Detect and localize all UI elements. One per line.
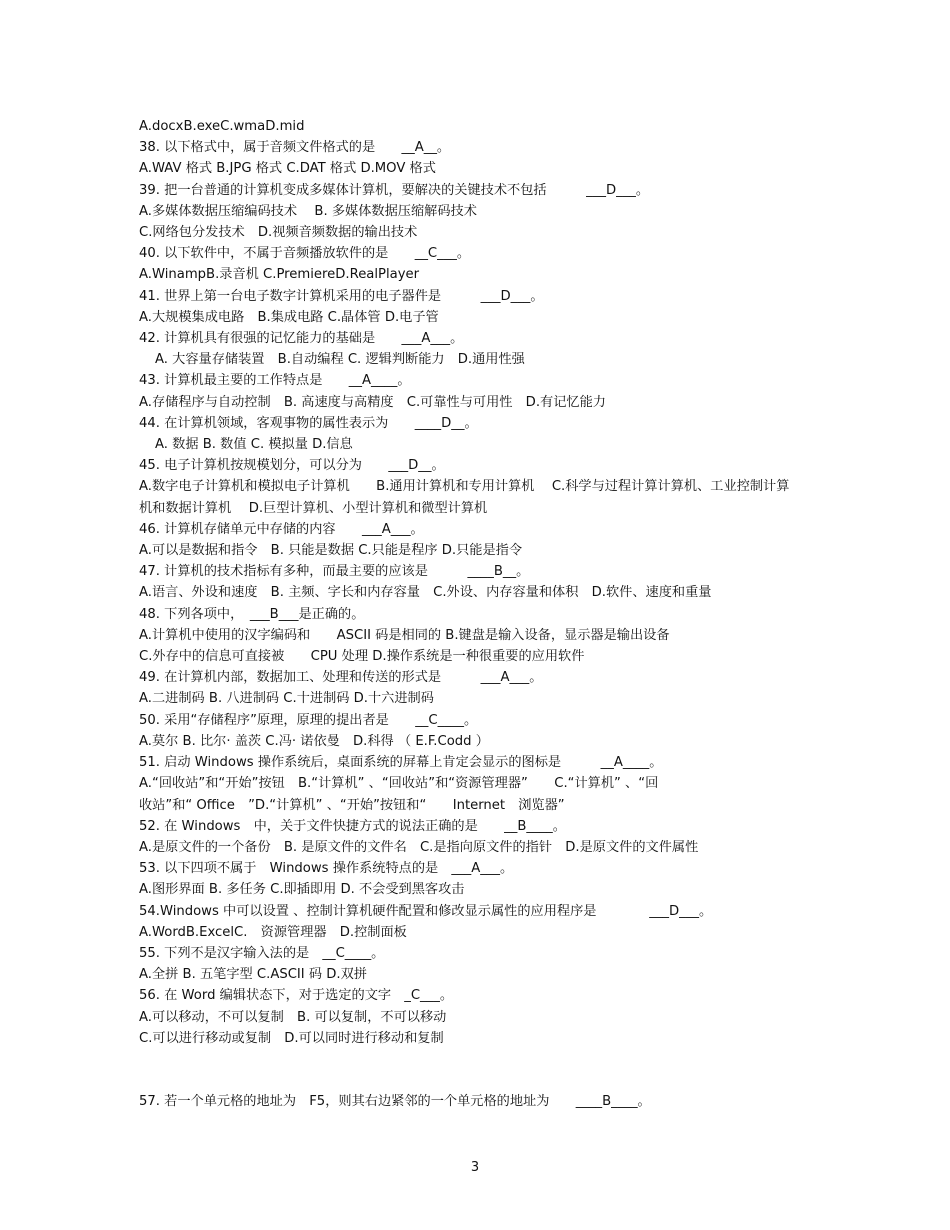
question-50: 50. 采用“存储程序”原理，原理的提出者是 __C____。 [139,712,478,728]
answer-options-56-ab: A.可以移动，不可以复制 B. 可以复制，不可以移动 [139,1009,447,1025]
answer-options-44: A. 数据 B. 数值 C. 模拟量 D.信息 [155,437,353,453]
answer-options-39-ab: A.多媒体数据压缩编码技术 B. 多媒体数据压缩解码技术 [139,203,477,219]
answer-options-41: A.大规模集成电路 B.集成电路 C.晶体管 D.电子管 [139,309,439,325]
question-38: 38. 以下格式中，属于音频文件格式的是 __A__。 [139,140,451,156]
question-49: 49. 在计算机内部，数据加工、处理和传送的形式是 ___A___。 [139,670,543,686]
question-51: 51. 启动 Windows 操作系统后，桌面系统的屏幕上肯定会显示的图标是 __A____。 [139,755,663,771]
question-43: 43. 计算机最主要的工作特点是 __A____。 [139,373,411,389]
question-44: 44. 在计算机领域，客观事物的属性表示为 ____D__。 [139,415,478,431]
question-41: 41. 世界上第一台电子数字计算机采用的电子器件是 ___D___。 [139,288,544,304]
question-54: 54.Windows 中可以设置 、控制计算机硬件配置和修改显示属性的应用程序是 ___D___。 [139,903,713,919]
question-list [139,116,799,1112]
answer-options-51-a: A.“回收站”和“开始”按钮 B.“计算机” 、“回收站”和“资源管理器” C.“计算机” 、“回 [139,776,659,792]
answer-options-45: A.数字电子计算机和模拟电子计算机 B.通用计算机和专用计算机 C.科学与过程计算计算机、工业控制计算机和数据计算机 D.巨型计算机、小型计算机和微型计算机 [139,479,790,516]
answer-options-43: A.存储程序与自动控制 B. 高速度与高精度 C.可靠性与可用性 D.有记忆能力 [139,394,606,410]
spacer [139,1049,799,1091]
answer-options-42: A. 大容量存储装置 B.自动编程 C. 逻辑判断能力 D.通用性强 [155,352,525,368]
answer-options-37: A.docxB.exeC.wmaD.mid [139,119,305,134]
question-47: 47. 计算机的技术指标有多种，而最主要的应该是 ____B__。 [139,564,530,580]
answer-options-56-cd: C.可以进行移动或复制 D.可以同时进行移动和复制 [139,1030,444,1046]
answer-options-50: A.莫尔 B. 比尔· 盖茨 C.冯· 诺依曼 D.科得 （ E.F.Codd ） [139,733,489,749]
question-39: 39. 把一台普通的计算机变成多媒体计算机，要解决的关键技术不包括 ___D___。 [139,182,650,198]
answer-options-46: A.可以是数据和指令 B. 只能是数据 C.只能是程序 D.只能是指令 [139,543,523,559]
question-46: 46. 计算机存储单元中存储的内容 ___A___。 [139,521,424,537]
answer-options-49: A.二进制码 B. 八进制码 C.十进制码 D.十六进制码 [139,691,434,707]
answer-options-48-ab: A.计算机中使用的汉字编码和 ASCII 码是相同的 B.键盘是输入设备，显示器是输出设备 [139,627,670,643]
question-42: 42. 计算机具有很强的记忆能力的基础是 ___A___。 [139,331,464,347]
question-45: 45. 电子计算机按规模划分，可以分为 ___D__。 [139,458,445,474]
page-number: 3 [470,1160,480,1175]
answer-options-38: A.WAV 格式 B.JPG 格式 C.DAT 格式 D.MOV 格式 [139,161,436,177]
answer-options-48-cd: C.外存中的信息可直接被 CPU 处理 D.操作系统是一种很重要的应用软件 [139,649,585,665]
answer-options-40: A.WinampB.录音机 C.PremiereD.RealPlayer [139,267,420,283]
answer-options-54: A.WordB.ExcelC. 资源管理器 D.控制面板 [139,924,407,940]
question-53: 53. 以下四项不属于 Windows 操作系统特点的是 ___A___。 [139,861,514,877]
answer-options-39-cd: C.网络包分发技术 D.视频音频数据的输出技术 [139,225,418,241]
question-57: 57. 若一个单元格的地址为 F5，则其右边紧邻的一个单元格的地址为 ____B____。 [139,1093,651,1109]
answer-options-52: A.是原文件的一个备份 B. 是原文件的文件名 C.是指向原文件的指针 D.是原文件的文件属性 [139,839,699,855]
question-56: 56. 在 Word 编辑状态下，对于选定的文字 _C___。 [139,988,454,1004]
answer-options-53: A.图形界面 B. 多任务 C.即插即用 D. 不会受到黑客攻击 [139,882,465,898]
question-48: 48. 下列各项中， ___B___是正确的。 [139,606,365,622]
question-40: 40. 以下软件中，不属于音频播放软件的是 __C___。 [139,246,471,262]
question-52: 52. 在 Windows 中，关于文件快捷方式的说法正确的是 __B____。 [139,818,566,834]
answer-options-55: A.全拼 B. 五笔字型 C.ASCII 码 D.双拼 [139,967,367,983]
answer-options-51-b: 收站”和“ Office ”D.“计算机” 、“开始”按钮和“ Internet 浏览器” [139,797,565,813]
question-55: 55. 下列不是汉字输入法的是 __C____。 [139,945,385,961]
answer-options-47: A.语言、外设和速度 B. 主频、字长和内存容量 C.外设、内存容量和体积 D.软件、速度和重量 [139,585,712,601]
